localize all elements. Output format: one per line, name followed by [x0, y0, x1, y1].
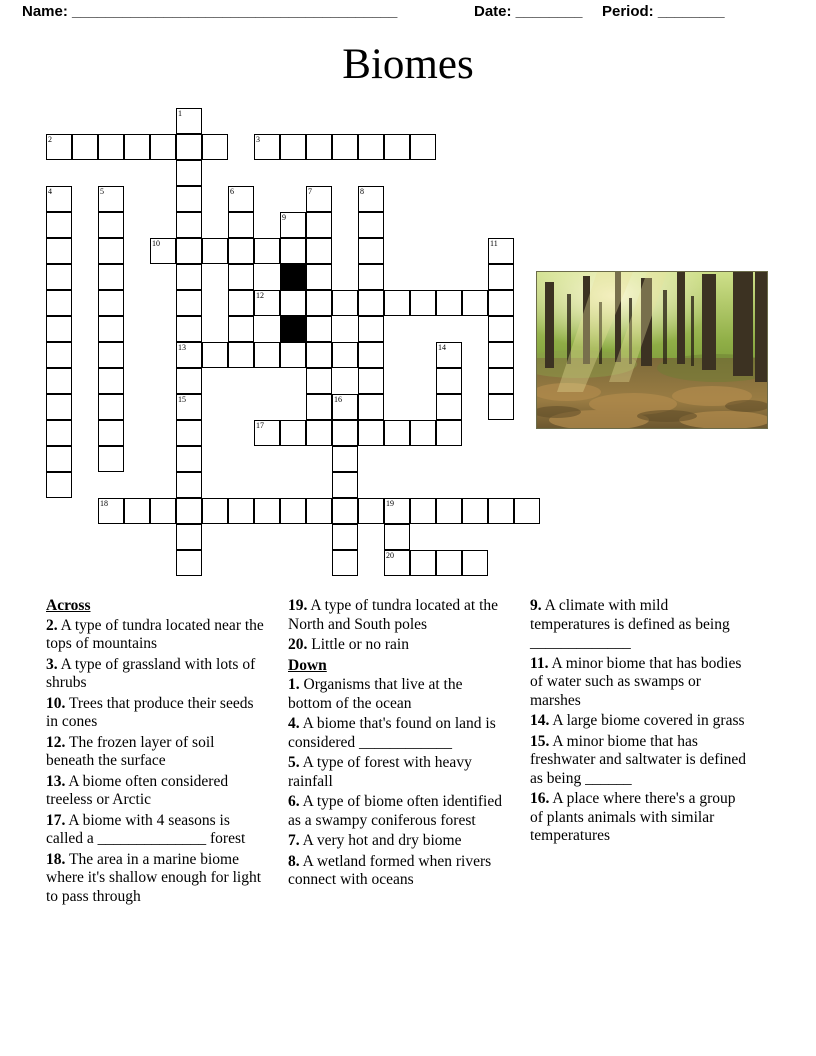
clue-number: 11.: [530, 654, 549, 672]
grid-cell[interactable]: [176, 420, 202, 446]
grid-cell[interactable]: [410, 290, 436, 316]
down-clue-list-continued: [530, 597, 748, 846]
clue-number: 18.: [46, 850, 66, 868]
across-clue-item: [46, 617, 264, 654]
grid-cell[interactable]: [410, 550, 436, 576]
grid-cell[interactable]: [46, 186, 72, 212]
clue-number: 10.: [46, 694, 66, 712]
clue-number: 7.: [288, 832, 300, 849]
grid-cell[interactable]: [46, 446, 72, 472]
grid-cell[interactable]: [332, 550, 358, 576]
grid-cell[interactable]: [280, 342, 306, 368]
grid-cell[interactable]: [462, 498, 488, 524]
down-clue-item: [530, 733, 748, 789]
grid-cell[interactable]: [332, 134, 358, 160]
grid-cell-number: 1: [178, 109, 182, 118]
grid-cell[interactable]: [98, 316, 124, 342]
grid-cell[interactable]: [462, 290, 488, 316]
clue-text: A type of tundra located near the tops of mountains: [46, 616, 264, 652]
grid-cell[interactable]: [332, 290, 358, 316]
grid-cell[interactable]: [228, 498, 254, 524]
across-clue-item: [288, 597, 506, 634]
grid-cell[interactable]: [488, 290, 514, 316]
grid-cell[interactable]: [98, 264, 124, 290]
grid-cell[interactable]: [306, 212, 332, 238]
grid-cell[interactable]: [488, 368, 514, 394]
grid-cell-number: 2: [48, 135, 52, 144]
grid-cell[interactable]: [46, 394, 72, 420]
grid-cell[interactable]: [176, 342, 202, 368]
grid-cell[interactable]: [306, 420, 332, 446]
grid-cell[interactable]: [98, 134, 124, 160]
grid-cell[interactable]: [150, 238, 176, 264]
grid-cell[interactable]: [98, 420, 124, 446]
clue-number: 20.: [288, 636, 308, 653]
grid-cell[interactable]: [46, 316, 72, 342]
grid-cell[interactable]: [358, 186, 384, 212]
grid-cell[interactable]: [332, 394, 358, 420]
grid-cell[interactable]: [98, 368, 124, 394]
grid-cell[interactable]: [98, 342, 124, 368]
clue-number: 19.: [288, 597, 308, 614]
across-clue-list: [46, 617, 264, 907]
down-clue-item: [288, 832, 506, 851]
grid-cell[interactable]: [436, 368, 462, 394]
grid-cell[interactable]: [332, 446, 358, 472]
grid-cell[interactable]: [436, 498, 462, 524]
grid-cell[interactable]: [254, 420, 280, 446]
grid-cell[interactable]: [202, 134, 228, 160]
grid-cell[interactable]: [46, 472, 72, 498]
clue-text: A large biome covered in grass: [549, 712, 745, 729]
forest-photo-art: [537, 272, 767, 428]
grid-cell-number: 7: [308, 187, 312, 196]
clue-number: 15.: [530, 732, 550, 750]
clue-text: A biome with 4 seasons is called a ______________ forest: [46, 811, 246, 847]
clue-number: 6.: [288, 793, 300, 810]
grid-cell[interactable]: [358, 238, 384, 264]
grid-cell[interactable]: [254, 290, 280, 316]
period-field-label[interactable]: Period: ________: [602, 3, 725, 20]
grid-cell[interactable]: [228, 290, 254, 316]
clue-text: The area in a marine biome where it's shallow enough for light to pass through: [46, 850, 262, 905]
grid-cell[interactable]: [176, 446, 202, 472]
grid-cell[interactable]: [124, 134, 150, 160]
grid-cell[interactable]: [176, 134, 202, 160]
clue-column-1: [46, 597, 264, 908]
grid-cell[interactable]: [202, 498, 228, 524]
grid-cell[interactable]: [228, 264, 254, 290]
grid-cell[interactable]: [332, 420, 358, 446]
across-clue-item: [46, 851, 264, 907]
down-clue-item: [288, 676, 506, 713]
grid-cell-number: 8: [360, 187, 364, 196]
grid-cell[interactable]: [98, 394, 124, 420]
clue-text: The frozen layer of soil beneath the surface: [46, 733, 215, 769]
clue-text: A type of forest with heavy rainfall: [288, 754, 472, 790]
grid-cell[interactable]: [176, 238, 202, 264]
grid-cell[interactable]: [306, 342, 332, 368]
down-clue-item: [530, 597, 748, 653]
grid-cell[interactable]: [436, 420, 462, 446]
grid-cell[interactable]: [306, 316, 332, 342]
grid-cell[interactable]: [98, 290, 124, 316]
across-clue-list-continued: [288, 597, 506, 655]
grid-cell[interactable]: [202, 342, 228, 368]
clue-number: 12.: [46, 733, 66, 751]
grid-cell[interactable]: [488, 498, 514, 524]
grid-cell-number: 19: [386, 499, 394, 508]
clue-text: A climate with mild temperatures is defined as being _____________: [530, 597, 730, 651]
grid-cell[interactable]: [436, 550, 462, 576]
grid-cell[interactable]: [384, 550, 410, 576]
grid-cell[interactable]: [280, 134, 306, 160]
down-clue-item: [530, 655, 748, 711]
grid-cell-number: 17: [256, 421, 264, 430]
grid-cell[interactable]: [46, 368, 72, 394]
grid-cell-number: 10: [152, 239, 160, 248]
forest-photo: [536, 271, 768, 429]
grid-cell-number: 15: [178, 395, 186, 404]
grid-cell[interactable]: [280, 212, 306, 238]
clue-number: 16.: [530, 790, 550, 807]
grid-cell[interactable]: [176, 264, 202, 290]
grid-cell[interactable]: [98, 212, 124, 238]
grid-cell[interactable]: [254, 134, 280, 160]
grid-cell[interactable]: [46, 342, 72, 368]
grid-cell[interactable]: [98, 498, 124, 524]
down-clue-item: [288, 853, 506, 890]
grid-cell-number: 16: [334, 395, 342, 404]
grid-cell[interactable]: [228, 316, 254, 342]
grid-cell[interactable]: [280, 498, 306, 524]
grid-cell[interactable]: [332, 524, 358, 550]
grid-cell-number: 18: [100, 499, 108, 508]
across-heading: Across: [46, 597, 91, 614]
grid-cell[interactable]: [254, 498, 280, 524]
grid-cell[interactable]: [228, 342, 254, 368]
grid-cell[interactable]: [46, 212, 72, 238]
grid-cell[interactable]: [436, 290, 462, 316]
down-clue-item: [288, 754, 506, 791]
grid-cell[interactable]: [46, 134, 72, 160]
clue-number: 5.: [288, 754, 300, 771]
clue-text: A wetland formed when rivers connect with oceans: [288, 852, 492, 888]
grid-cell[interactable]: [306, 238, 332, 264]
grid-cell[interactable]: [176, 472, 202, 498]
clue-column-3: [530, 597, 748, 848]
grid-cell[interactable]: [46, 238, 72, 264]
grid-cell[interactable]: [358, 368, 384, 394]
grid-cell-blocked: [280, 316, 306, 342]
clue-column-2: [288, 597, 506, 892]
down-clue-list: [288, 676, 506, 890]
clue-text: Organisms that live at the bottom of the ocean: [288, 676, 463, 712]
grid-cell[interactable]: [124, 498, 150, 524]
grid-cell[interactable]: [358, 394, 384, 420]
clue-text: Little or no rain: [307, 636, 409, 653]
clue-text: A biome that's found on land is considered ____________: [288, 715, 496, 751]
grid-cell[interactable]: [358, 420, 384, 446]
grid-cell-number: 9: [282, 213, 286, 222]
grid-cell-number: 13: [178, 343, 186, 352]
grid-cell[interactable]: [332, 342, 358, 368]
grid-cell[interactable]: [228, 186, 254, 212]
across-clue-item: [46, 812, 264, 849]
grid-cell[interactable]: [488, 342, 514, 368]
grid-cell[interactable]: [254, 238, 280, 264]
grid-cell-number: 11: [490, 239, 498, 248]
grid-cell[interactable]: [384, 498, 410, 524]
clue-text: A type of tundra located at the North and South poles: [288, 597, 499, 633]
grid-cell[interactable]: [358, 134, 384, 160]
grid-cell[interactable]: [228, 238, 254, 264]
clue-text: A very hot and dry biome: [299, 832, 462, 849]
grid-cell[interactable]: [436, 394, 462, 420]
grid-cell[interactable]: [228, 212, 254, 238]
clue-number: 4.: [288, 715, 300, 732]
grid-cell[interactable]: [306, 368, 332, 394]
across-clue-item: [288, 636, 506, 655]
clue-number: 2.: [46, 616, 58, 634]
grid-cell[interactable]: [306, 394, 332, 420]
grid-cell-number: 4: [48, 187, 52, 196]
page-title: Biomes: [342, 41, 474, 88]
clue-text: A minor biome that has freshwater and saltwater is defined as being ______: [530, 732, 747, 787]
grid-cell[interactable]: [176, 524, 202, 550]
grid-cell[interactable]: [332, 498, 358, 524]
across-clue-item: [46, 773, 264, 810]
grid-cell-number: 3: [256, 135, 260, 144]
grid-cell[interactable]: [384, 290, 410, 316]
clue-text: Trees that produce their seeds in cones: [46, 694, 254, 730]
grid-cell[interactable]: [98, 186, 124, 212]
grid-cell[interactable]: [280, 420, 306, 446]
grid-cell[interactable]: [306, 264, 332, 290]
grid-cell-number: 5: [100, 187, 104, 196]
across-clue-item: [46, 695, 264, 732]
grid-cell[interactable]: [384, 524, 410, 550]
grid-cell[interactable]: [150, 134, 176, 160]
down-heading: Down: [288, 656, 327, 674]
clue-number: 8.: [288, 852, 300, 870]
down-clue-item: [288, 715, 506, 752]
grid-cell[interactable]: [176, 368, 202, 394]
grid-cell-number: 6: [230, 187, 234, 196]
grid-cell[interactable]: [358, 290, 384, 316]
grid-cell[interactable]: [488, 394, 514, 420]
grid-cell[interactable]: [176, 498, 202, 524]
grid-cell[interactable]: [46, 420, 72, 446]
grid-cell[interactable]: [202, 238, 228, 264]
grid-cell-number: 20: [386, 551, 394, 560]
clue-text: A biome often considered treeless or Arctic: [46, 772, 229, 808]
grid-cell[interactable]: [384, 134, 410, 160]
grid-cell[interactable]: [514, 498, 540, 524]
grid-cell[interactable]: [150, 498, 176, 524]
grid-cell[interactable]: [488, 238, 514, 264]
clue-number: 17.: [46, 811, 66, 829]
grid-cell[interactable]: [358, 212, 384, 238]
grid-cell-number: 14: [438, 343, 446, 352]
clue-number: 1.: [288, 676, 300, 693]
clue-text: A type of grassland with lots of shrubs: [46, 655, 256, 691]
grid-cell[interactable]: [306, 498, 332, 524]
grid-cell[interactable]: [410, 134, 436, 160]
down-clue-item: [530, 712, 748, 731]
grid-cell[interactable]: [358, 498, 384, 524]
grid-cell[interactable]: [176, 394, 202, 420]
grid-cell[interactable]: [488, 264, 514, 290]
grid-cell[interactable]: [176, 550, 202, 576]
clue-number: 13.: [46, 772, 66, 790]
grid-cell[interactable]: [358, 264, 384, 290]
grid-cell[interactable]: [410, 498, 436, 524]
grid-cell[interactable]: [46, 264, 72, 290]
grid-cell[interactable]: [384, 420, 410, 446]
grid-cell[interactable]: [358, 342, 384, 368]
grid-cell[interactable]: [332, 472, 358, 498]
clue-number: 9.: [530, 597, 542, 614]
grid-cell-blocked: [280, 264, 306, 290]
grid-cell[interactable]: [436, 342, 462, 368]
clue-text: A place where there's a group of plants animals with similar temperatures: [530, 790, 736, 844]
clue-text: A type of biome often identified as a swampy coniferous forest: [288, 793, 502, 829]
grid-cell[interactable]: [306, 186, 332, 212]
down-clue-item: [288, 793, 506, 830]
grid-cell[interactable]: [280, 238, 306, 264]
grid-cell-number: 12: [256, 291, 264, 300]
grid-cell[interactable]: [72, 134, 98, 160]
clue-number: 3.: [46, 655, 58, 673]
name-field-label[interactable]: Name: _______________________________________: [22, 3, 398, 20]
across-clue-item: [46, 656, 264, 693]
clue-lists: [46, 597, 776, 957]
grid-cell[interactable]: [358, 316, 384, 342]
date-field-label[interactable]: Date: ________: [474, 3, 583, 20]
clue-number: 14.: [530, 712, 550, 729]
clue-text: A minor biome that has bodies of water such as swamps or marshes: [530, 654, 742, 709]
grid-cell[interactable]: [98, 238, 124, 264]
grid-cell[interactable]: [46, 290, 72, 316]
grid-cell[interactable]: [488, 316, 514, 342]
grid-cell[interactable]: [410, 420, 436, 446]
grid-cell[interactable]: [254, 342, 280, 368]
grid-cell[interactable]: [98, 446, 124, 472]
across-clue-item: [46, 734, 264, 771]
grid-cell[interactable]: [176, 316, 202, 342]
grid-cell[interactable]: [306, 134, 332, 160]
grid-cell[interactable]: [462, 550, 488, 576]
grid-cell[interactable]: [306, 290, 332, 316]
grid-cell[interactable]: [176, 186, 202, 212]
grid-cell[interactable]: [176, 290, 202, 316]
grid-cell[interactable]: [280, 290, 306, 316]
grid-cell[interactable]: [176, 212, 202, 238]
down-clue-item: [530, 790, 748, 846]
grid-cell[interactable]: [176, 160, 202, 186]
grid-cell[interactable]: [176, 108, 202, 134]
